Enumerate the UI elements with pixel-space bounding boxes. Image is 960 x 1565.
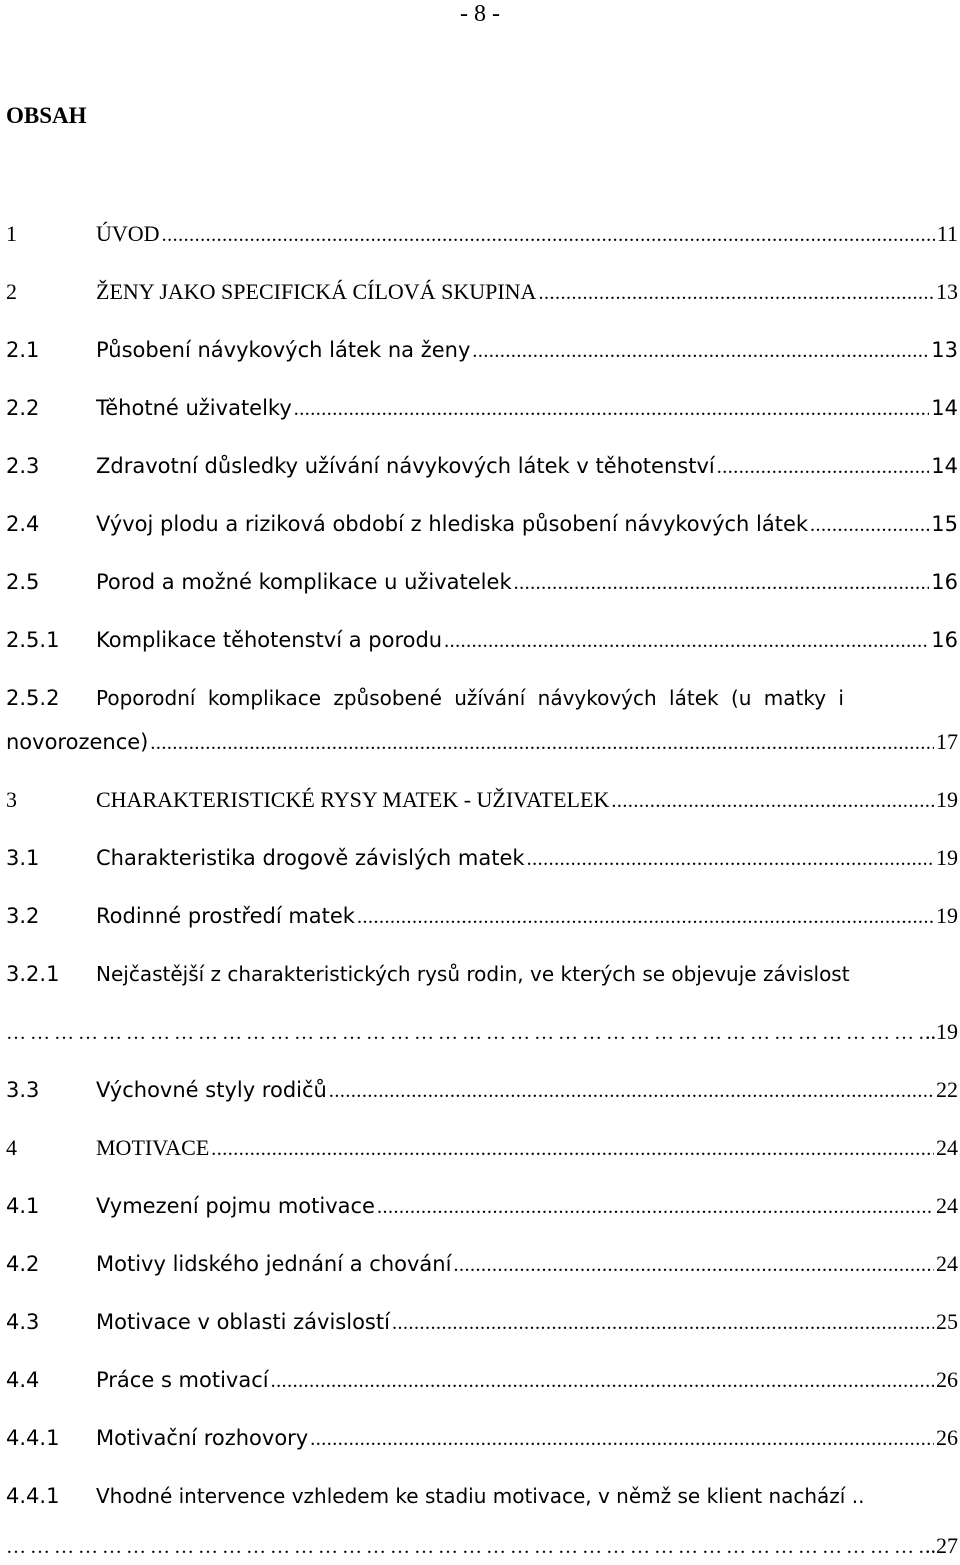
toc-entry-number: 1 xyxy=(6,221,17,246)
toc-entry-page: 19 xyxy=(936,845,958,870)
toc-entry[interactable] xyxy=(6,900,958,932)
toc-entry[interactable] xyxy=(6,958,958,990)
toc-entry-page: 24 xyxy=(936,1135,958,1160)
toc-entry-label: Porod a možné komplikace u uživatelek xyxy=(96,570,512,594)
toc-entry-page: 13 xyxy=(936,279,958,304)
toc-entry-number: 4.4.1 xyxy=(6,1484,60,1508)
leader-dots xyxy=(717,451,930,483)
leader-dots xyxy=(453,1249,934,1281)
toc-entry[interactable] xyxy=(6,276,958,308)
leader-dots xyxy=(310,1423,934,1455)
toc-entry[interactable] xyxy=(6,1132,958,1164)
toc-entry-page: 14 xyxy=(931,396,958,420)
toc-entry-page: 24 xyxy=(936,1251,958,1276)
toc-entry-number: 2.5.2 xyxy=(6,686,60,710)
toc-entry-label: Vhodné intervence vzhledem ke stadiu motivace, v němž se klient nachází .. xyxy=(96,1484,865,1508)
toc-entry-page: 19 xyxy=(936,903,958,928)
toc-entry-number: 3.3 xyxy=(6,1078,40,1102)
leader-dots xyxy=(211,1133,934,1165)
toc-entry-number: 4.4 xyxy=(6,1368,40,1392)
leader-dots xyxy=(611,785,934,817)
toc-entry-page: ..27 xyxy=(925,1533,958,1558)
toc-entry[interactable] xyxy=(6,450,958,482)
toc-entry-page: 11 xyxy=(936,221,958,246)
toc-entry[interactable] xyxy=(6,784,958,816)
toc-entry-page: 24 xyxy=(936,1193,958,1218)
toc-entry-page: 17 xyxy=(936,729,958,754)
toc-entry-label: Nejčastější z charakteristických rysů rodin, ve kterých se objevuje závislost xyxy=(96,962,850,986)
toc-entry-number: 3.1 xyxy=(6,846,40,870)
toc-entry-number: 2.1 xyxy=(6,338,40,362)
toc-entry[interactable] xyxy=(6,682,958,714)
leader-dots xyxy=(271,1365,934,1397)
toc-entry-page: 16 xyxy=(931,628,958,652)
page-number: - 8 - xyxy=(460,1,500,27)
toc-entry-number: 2.2 xyxy=(6,396,40,420)
leader-dots xyxy=(329,1075,934,1107)
toc-entry-label: Vývoj plodu a riziková období z hlediska působení návykových látek xyxy=(96,512,809,536)
leader-dots xyxy=(538,277,934,309)
toc-entry[interactable] xyxy=(6,1190,958,1222)
toc-entry[interactable] xyxy=(6,508,958,540)
toc-entry[interactable] xyxy=(6,1480,958,1512)
toc-entry-number: 4 xyxy=(6,1135,17,1160)
toc-entry-label: Charakteristika drogově závislých matek xyxy=(96,846,525,870)
leader-dots xyxy=(444,625,929,657)
toc-entry-number: 3.2 xyxy=(6,904,40,928)
toc-entry-number: 4.2 xyxy=(6,1252,40,1276)
leader-dots xyxy=(472,335,929,367)
toc-entry-label: Těhotné uživatelky xyxy=(96,396,292,420)
toc-entry-continuation[interactable] xyxy=(6,1016,958,1048)
leader-dots xyxy=(810,509,929,541)
toc-entry-page: 26 xyxy=(936,1367,958,1392)
toc-entry-page: 26 xyxy=(936,1425,958,1450)
toc-entry[interactable] xyxy=(6,218,958,250)
toc-entry-label: ŽENY JAKO SPECIFICKÁ CÍLOVÁ SKUPINA xyxy=(96,279,537,304)
toc-entry[interactable] xyxy=(6,1248,958,1280)
toc-entry-continuation[interactable] xyxy=(6,726,958,758)
toc-entry-label: ÚVOD xyxy=(96,221,160,246)
toc-entry-label: Působení návykových látek na ženy xyxy=(96,338,471,362)
toc-entry-page: 13 xyxy=(931,338,958,362)
toc-entry-label: Zdravotní důsledky užívání návykových látek v těhotenství xyxy=(96,454,715,478)
toc-entry-label: Poporodní komplikace způsobené užívání návykových látek (u matky i xyxy=(96,686,844,710)
leader-dots xyxy=(527,843,934,875)
toc-entry-label: Rodinné prostředí matek xyxy=(96,904,355,928)
toc-entry-number: 4.3 xyxy=(6,1310,40,1334)
toc-entry-label: Motivace v oblasti závislostí xyxy=(96,1310,390,1334)
toc-entry-page: ..19 xyxy=(925,1019,958,1044)
toc-entry[interactable] xyxy=(6,1364,958,1396)
leader-dots xyxy=(150,727,934,759)
leader-dots xyxy=(357,901,934,933)
toc-entry-continuation[interactable] xyxy=(6,1530,958,1562)
toc-entry[interactable] xyxy=(6,624,958,656)
toc-entry-number: 3 xyxy=(6,787,17,812)
toc-entry[interactable] xyxy=(6,392,958,424)
toc-entry-page: 16 xyxy=(931,570,958,594)
toc-entry[interactable] xyxy=(6,842,958,874)
toc-entry-number: 4.4.1 xyxy=(6,1426,60,1450)
toc-entry-number: 3.2.1 xyxy=(6,962,60,986)
toc-entry-label: CHARAKTERISTICKÉ RYSY MATEK - UŽIVATELEK xyxy=(96,787,610,812)
toc-entry-label: MOTIVACE xyxy=(96,1135,210,1160)
toc-entry-number: 2.3 xyxy=(6,454,40,478)
leader-dots xyxy=(392,1307,934,1339)
toc-entry-number: 4.1 xyxy=(6,1194,40,1218)
toc-title: OBSAH xyxy=(6,103,87,128)
leader-dots xyxy=(294,393,929,425)
toc-entry-label-continuation: novorozence) xyxy=(6,730,149,754)
toc-entry-number: 2 xyxy=(6,279,17,304)
toc-entry-label: Motivy lidského jednání a chování xyxy=(96,1252,452,1276)
toc-entry-number: 2.5.1 xyxy=(6,628,60,652)
toc-entry-page: 14 xyxy=(931,454,958,478)
toc-entry-number: 2.5 xyxy=(6,570,40,594)
toc-entry-label: Vymezení pojmu motivace xyxy=(96,1194,375,1218)
leader-dots xyxy=(377,1191,934,1223)
leader-dots xyxy=(6,1017,925,1049)
leader-dots xyxy=(514,567,930,599)
toc-entry-label: Motivační rozhovory xyxy=(96,1426,309,1450)
toc-entry-page: 19 xyxy=(936,787,958,812)
toc-entry-label: Komplikace těhotenství a porodu xyxy=(96,628,443,652)
toc-entry-page: 22 xyxy=(936,1077,958,1102)
toc-entry-number: 2.4 xyxy=(6,512,40,536)
toc-entry-label: Výchovné styly rodičů xyxy=(96,1078,327,1102)
toc-entry[interactable] xyxy=(6,334,958,366)
leader-dots xyxy=(162,219,935,251)
leader-dots xyxy=(6,1531,925,1563)
toc-entry-page: 25 xyxy=(936,1309,958,1334)
toc-entry-page: 15 xyxy=(931,512,958,536)
toc-entry[interactable] xyxy=(6,566,958,598)
toc-entry-label: Práce s motivací xyxy=(96,1368,269,1392)
toc-entry[interactable] xyxy=(6,1074,958,1106)
toc-entry[interactable] xyxy=(6,1422,958,1454)
toc-entry[interactable] xyxy=(6,1306,958,1338)
